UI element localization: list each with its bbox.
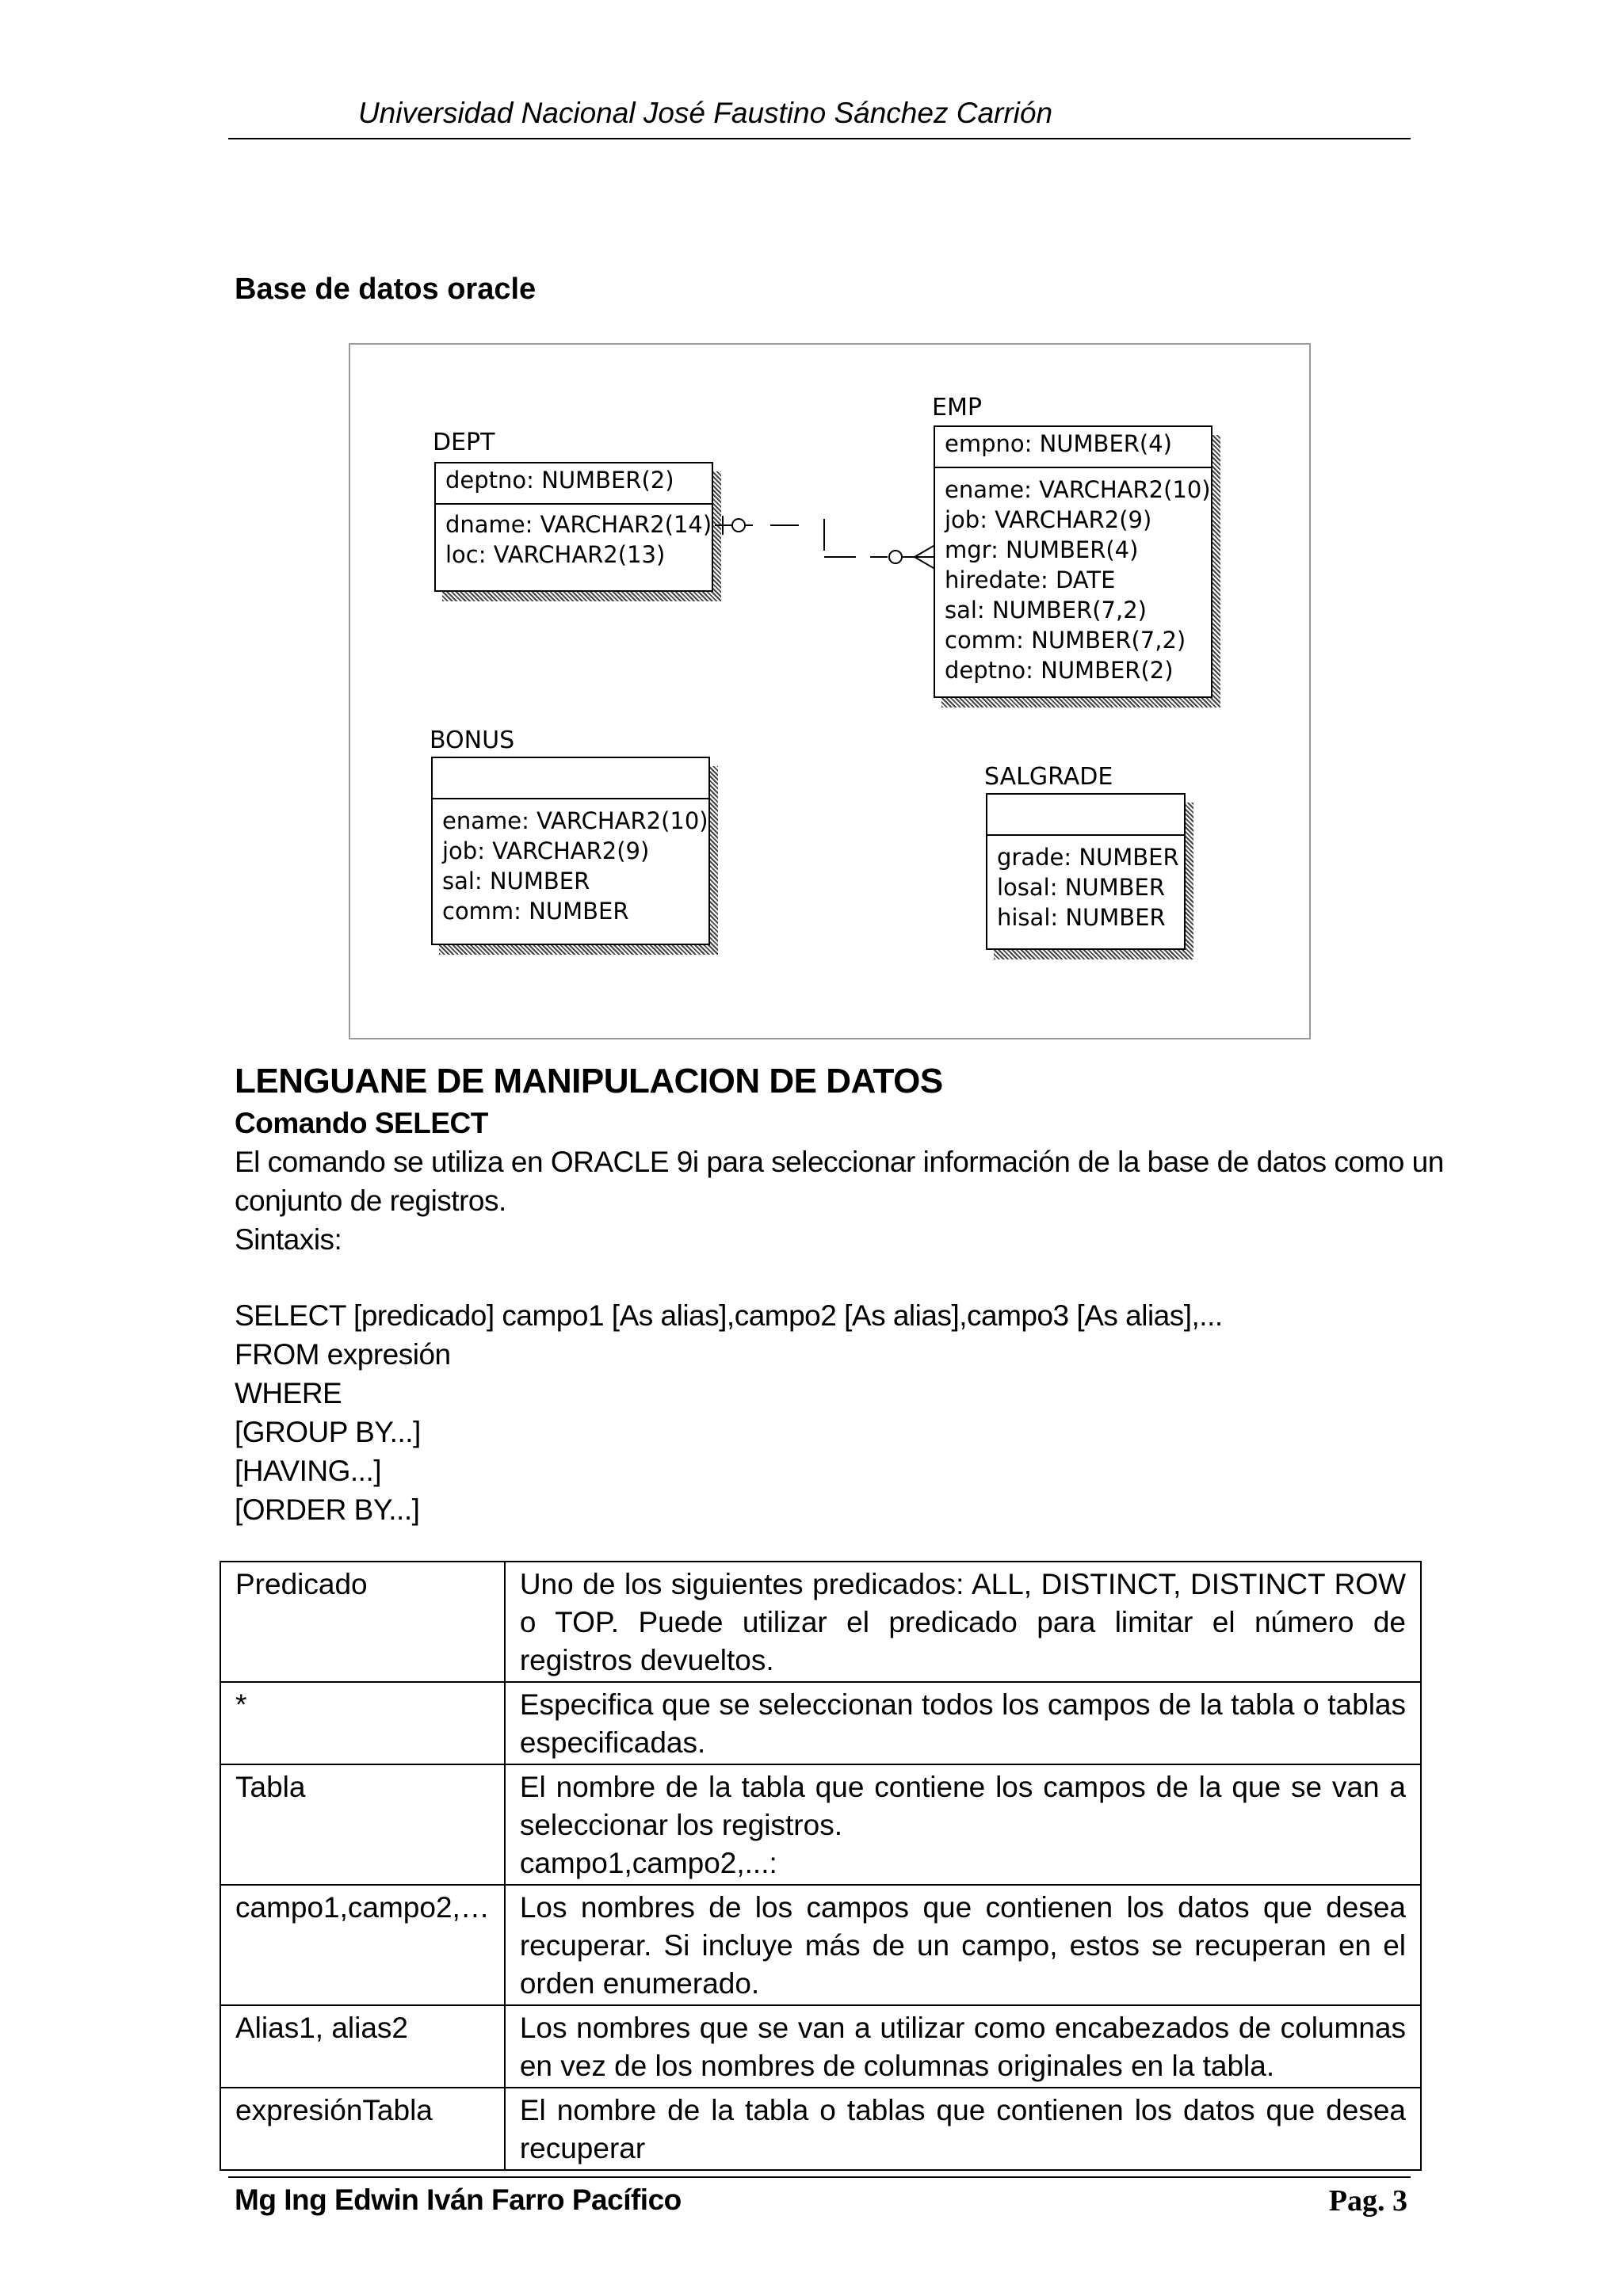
footer-author: Mg Ing Edwin Iván Farro Pacífico — [235, 2183, 682, 2216]
description-line: El comando se utiliza en ORACLE 9i para seleccionar información de la base de datos como un — [235, 1146, 1444, 1178]
section-title: Base de datos oracle — [235, 273, 537, 306]
table-term: Predicado — [220, 1562, 505, 1682]
table-desc: Uno de los siguientes predicados: ALL, DISTINCT, DISTINCT ROW o TOP. Puede utilizar el predicado para limitar el número de registros devueltos. — [505, 1562, 1421, 1682]
table-term: * — [220, 1682, 505, 1764]
bonus-entity — [431, 757, 710, 945]
table-row — [220, 1682, 1421, 1764]
table-desc: El nombre de la tabla o tablas que contienen los datos que desea recuperar — [505, 2088, 1421, 2170]
syntax-line: [ORDER BY...] — [235, 1493, 420, 1526]
table-desc: Especifica que se seleccionan todos los campos de la tabla o tablas especificadas. — [505, 1682, 1421, 1764]
table-term: Tabla — [220, 1764, 505, 1885]
bonus-attr: sal: NUMBER — [442, 868, 590, 894]
table-row — [220, 2088, 1421, 2170]
page-header: Universidad Nacional José Faustino Sánchez Carrión — [357, 97, 1053, 129]
bonus-entity-title: BONUS — [430, 727, 515, 754]
bonus-attr: job: VARCHAR2(9) — [442, 837, 650, 864]
table-term: expresiónTabla — [220, 2088, 505, 2170]
dept-entity-title: DEPT — [433, 429, 495, 456]
emp-pk: empno: NUMBER(4) — [935, 427, 1211, 468]
header-rule — [228, 138, 1411, 139]
emp-attr: comm: NUMBER(7,2) — [945, 627, 1186, 654]
table-desc: El nombre de la tabla que contiene los campos de la que se van a seleccionar los registros. — [519, 1771, 1406, 1841]
salgrade-attr: hisal: NUMBER — [997, 904, 1166, 931]
emp-attr: mgr: NUMBER(4) — [945, 536, 1139, 563]
table-row — [220, 1562, 1421, 1682]
bonus-pk — [433, 758, 708, 799]
salgrade-pk — [987, 795, 1184, 836]
emp-attr: ename: VARCHAR2(10) — [945, 476, 1211, 503]
bonus-attr: comm: NUMBER — [442, 898, 629, 925]
dept-pk: deptno: NUMBER(2) — [436, 463, 712, 505]
page-number: Pag. 3 — [1328, 2184, 1407, 2218]
emp-entity — [934, 425, 1212, 698]
table-desc-extra: campo1,campo2,...: — [519, 1847, 777, 1879]
table-desc: Los nombres que se van a utilizar como encabezados de columnas en vez de los nombres de columnas originales en la tabla. — [505, 2005, 1421, 2088]
salgrade-attr: losal: NUMBER — [997, 874, 1166, 901]
table-row — [220, 1764, 1421, 1885]
syntax-line: FROM expresión — [235, 1338, 451, 1371]
emp-attr: deptno: NUMBER(2) — [945, 657, 1174, 684]
select-syntax-table — [220, 1561, 1422, 2171]
command-title: Comando SELECT — [235, 1107, 488, 1139]
salgrade-entity — [986, 793, 1186, 950]
syntax-line: [GROUP BY...] — [235, 1416, 421, 1448]
syntax-line: [HAVING...] — [235, 1455, 382, 1487]
table-term: Alias1, alias2 — [220, 2005, 505, 2088]
table-row — [220, 1885, 1421, 2005]
syntax-label: Sintaxis: — [235, 1223, 342, 1256]
dept-entity — [434, 462, 713, 592]
dept-emp-relationship — [713, 495, 937, 582]
table-desc: Los nombres de los campos que contienen los datos que desea recuperar. Si incluye más de un campo, estos se recuperan en el orden enumerado. — [505, 1885, 1421, 2005]
dept-attr: loc: VARCHAR2(13) — [445, 541, 666, 568]
description-line: conjunto de registros. — [235, 1184, 506, 1217]
syntax-line: WHERE — [235, 1377, 342, 1409]
syntax-line: SELECT [predicado] campo1 [As alias],campo2 [As alias],campo3 [As alias],... — [235, 1299, 1223, 1332]
emp-attr: sal: NUMBER(7,2) — [945, 597, 1147, 624]
er-diagram — [349, 343, 1311, 1039]
table-term: campo1,campo2,… — [220, 1885, 505, 2005]
footer-rule — [228, 2176, 1411, 2178]
salgrade-attr: grade: NUMBER — [997, 844, 1179, 871]
emp-attr: hiredate: DATE — [945, 566, 1116, 593]
table-row — [220, 2005, 1421, 2088]
bonus-attr: ename: VARCHAR2(10) — [442, 807, 708, 834]
dml-title: LENGUANE DE MANIPULACION DE DATOS — [235, 1062, 943, 1100]
salgrade-entity-title: SALGRADE — [984, 763, 1113, 791]
emp-entity-title: EMP — [932, 394, 982, 421]
emp-attr: job: VARCHAR2(9) — [945, 506, 1152, 533]
dept-attr: dname: VARCHAR2(14) — [445, 511, 712, 538]
